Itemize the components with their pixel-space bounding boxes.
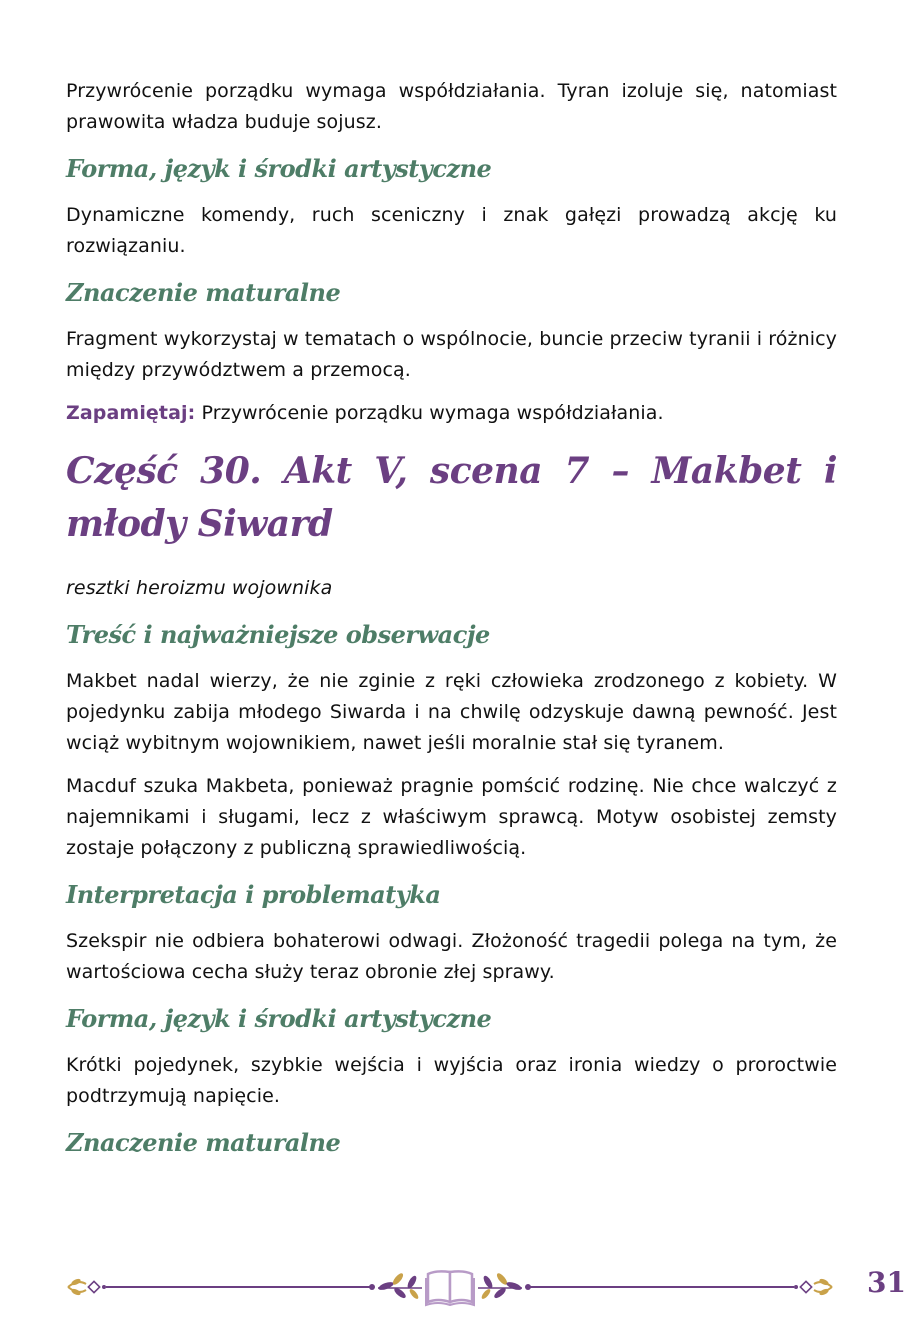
remember-text: Przywrócenie porządku wymaga współdziałania. [195, 402, 664, 424]
paragraph-interpretation: Szekspir nie odbiera bohaterowi odwagi. Złożoność tragedii polega na tym, że wartościowa cecha służy teraz obronie złej sprawy. [66, 930, 837, 983]
page-content [66, 76, 837, 1174]
heading-interpretation: Interpretacja i problematyka [66, 880, 441, 909]
right-sprig-icon [794, 1278, 832, 1297]
paragraph-content-2: Macduf szuka Makbeta, ponieważ pragnie pomścić rodzinę. Nie chce walczyć z najemnikami i sługami, lecz z właściwym sprawcą. Motyw osobistej zemsty zostaje połączony z publiczną sprawiedliwością. [66, 775, 837, 859]
heading-matura-significance-2: Znaczenie maturalne [66, 1128, 341, 1157]
heading-content-observations: Treść i najważniejsze obserwacje [66, 620, 490, 649]
heading-matura-significance: Znaczenie maturalne [66, 278, 341, 307]
part-title: Część 30. Akt V, scena 7 – Makbet i młody Siward [66, 450, 837, 545]
heading-form-language: Forma, język i środki artystyczne [66, 154, 492, 183]
paragraph-cooperation: Przywrócenie porządku wymaga współdziałania. Tyran izoluje się, natomiast prawowita władza buduje sojusz. [66, 80, 837, 133]
paragraph-form-language: Dynamiczne komendy, ruch sceniczny i znak gałęzi prowadzą akcję ku rozwiązaniu. [66, 204, 837, 257]
right-leaves-icon [478, 1272, 523, 1300]
left-leaves-icon [377, 1272, 422, 1300]
open-book-icon [426, 1271, 474, 1305]
remember-note [66, 398, 837, 429]
left-sprig-icon [68, 1278, 106, 1297]
paragraph-matura-significance: Fragment wykorzystaj w tematach o wspólnocie, buncie przeciw tyranii i różnicy między przywództwem a przemocą. [66, 328, 837, 381]
part-tagline: resztki heroizmu wojownika [66, 577, 333, 599]
paragraph-content-1: Makbet nadal wierzy, że nie zginie z ręki człowieka zrodzonego z kobiety. W pojedynku zabija młodego Siwarda i na chwilę odzyskuje dawną pewność. Jest wciąż wybitnym wojownikiem, nawet jeśli moralnie stał się tyranem. [66, 670, 837, 754]
page-number: 31 [867, 1266, 906, 1299]
remember-label: Zapamiętaj: [66, 402, 196, 424]
paragraph-form-language-2: Krótki pojedynek, szybkie wejścia i wyjścia oraz ironia wiedzy o proroctwie podtrzymują napięcie. [66, 1054, 837, 1107]
heading-form-language-2: Forma, język i środki artystyczne [66, 1004, 492, 1033]
footer-ornament [60, 1262, 840, 1312]
